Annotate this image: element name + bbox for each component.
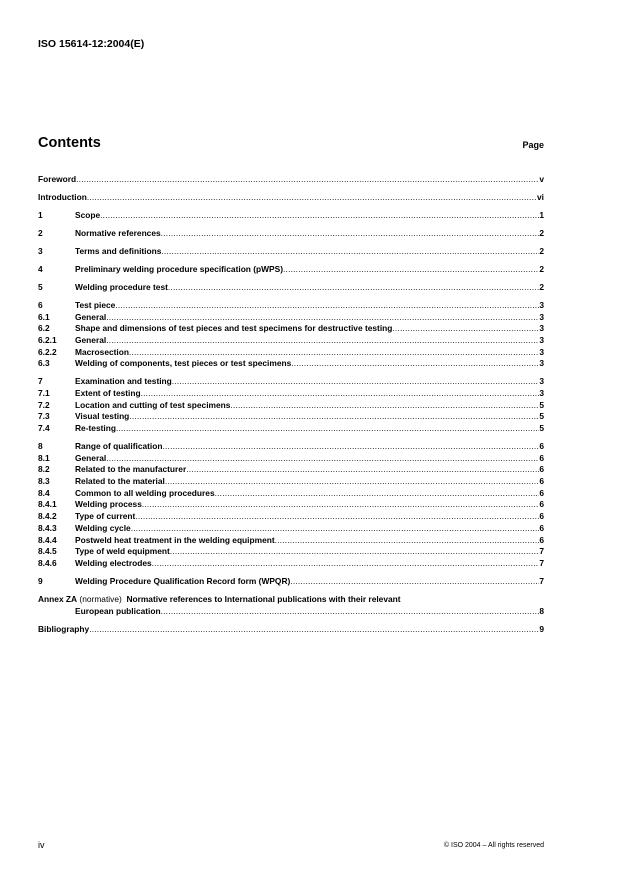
toc-entry-number: 2: [38, 227, 43, 238]
toc-entry[interactable]: [38, 441, 544, 453]
toc-entry[interactable]: [38, 347, 544, 359]
toc-entry-title: Terms and definitions: [75, 245, 162, 256]
toc-entry-number: 1: [38, 209, 43, 220]
toc-entry[interactable]: [38, 246, 544, 258]
toc-entry-page: 6: [539, 476, 544, 487]
toc-entry-title: Foreword: [38, 174, 77, 184]
toc-entry-page: 6: [539, 511, 544, 522]
toc-entry-page: 2: [539, 227, 544, 238]
toc-entry-title: Introduction: [38, 191, 87, 202]
toc-entry-title: General: [75, 311, 107, 322]
toc-entry-introduction[interactable]: [38, 192, 544, 204]
toc-entry-title: Range of qualification: [75, 441, 163, 452]
toc-entry-number: 6.3: [38, 358, 50, 369]
toc-entry-title: Welding procedure test: [75, 281, 168, 292]
toc-entry[interactable]: [38, 228, 544, 240]
toc-entry-title: Related to the manufacturer: [75, 464, 187, 475]
toc-entry-number: 7: [38, 376, 43, 387]
toc-entry[interactable]: [38, 358, 544, 370]
toc-entry[interactable]: [38, 523, 544, 535]
toc-entry-page: v: [539, 174, 544, 184]
toc-entry[interactable]: [38, 511, 544, 523]
toc-entry-page: 7: [539, 575, 544, 586]
toc-entry[interactable]: [38, 323, 544, 335]
toc-entry-title: Welding cycle: [75, 522, 131, 533]
toc-entry-page: 1: [539, 209, 544, 220]
toc-entry-number: 8.4.5: [38, 546, 57, 557]
annex-title-line2: European publication: [75, 605, 161, 616]
toc-entry-annex[interactable]: [38, 594, 544, 606]
toc-entry-page: 7: [539, 546, 544, 557]
toc-entry-number: 8.3: [38, 476, 50, 487]
toc-entry-page: 2: [539, 245, 544, 256]
toc-entry[interactable]: [38, 423, 544, 435]
toc-entry-title: Welding Procedure Qualification Record form (WPQR): [75, 575, 291, 586]
toc-entry-number: 6.2.1: [38, 334, 57, 345]
toc-entry-page: 3: [539, 311, 544, 322]
toc-entry-number: 8: [38, 441, 43, 452]
toc-entry-number: 5: [38, 281, 43, 292]
toc-entry-title: General: [75, 334, 107, 345]
toc-entry-number: 7.3: [38, 411, 50, 422]
toc-entry[interactable]: [38, 535, 544, 547]
toc-entry-number: 8.1: [38, 452, 50, 463]
toc-entry-title: Welding electrodes: [75, 557, 152, 568]
toc-entry-page: 6: [539, 487, 544, 498]
toc-entry-page: 3: [539, 358, 544, 369]
toc-entry-page: 5: [539, 423, 544, 434]
toc-entry-page: 3: [539, 299, 544, 310]
toc-entry-title: Scope: [75, 209, 101, 220]
toc-entry-title: Visual testing: [75, 411, 130, 422]
toc-entry[interactable]: [38, 312, 544, 324]
toc-entry-page: 3: [539, 323, 544, 334]
toc-entry-title: Type of current: [75, 511, 136, 522]
toc-entry-title: General: [75, 452, 107, 463]
toc-entry[interactable]: [38, 282, 544, 294]
toc-entry-title: Examination and testing: [75, 376, 172, 387]
toc-entry-number: 8.4.4: [38, 534, 57, 545]
toc-entry-number: 7.2: [38, 399, 50, 410]
toc-entry[interactable]: [38, 488, 544, 500]
toc-entry[interactable]: [38, 400, 544, 412]
toc-entry-title: Re-testing: [75, 423, 116, 434]
toc-entry-title: Shape and dimensions of test pieces and test specimens for destructive testing: [75, 323, 393, 334]
toc-entry-page: 8: [539, 605, 544, 616]
toc-entry-page: 5: [539, 399, 544, 410]
toc-entry-page: 3: [539, 334, 544, 345]
toc-entry[interactable]: [38, 335, 544, 347]
toc-entry-title: Welding of components, test pieces or test specimens: [75, 358, 292, 369]
document-id: ISO 15614-12:2004(E): [38, 38, 145, 50]
toc-entry-title: Preliminary welding procedure specification (pWPS): [75, 263, 284, 274]
toc-entry-page: 6: [539, 534, 544, 545]
toc-entry[interactable]: [38, 576, 544, 588]
copyright-notice: © ISO 2004 – All rights reserved: [443, 842, 544, 849]
annex-label: Annex ZA: [38, 593, 78, 604]
toc-entry-number: 8.4.6: [38, 557, 57, 568]
toc-entry-title: Welding process: [75, 499, 142, 510]
toc-entry-page: 6: [539, 499, 544, 510]
toc-entry[interactable]: [38, 464, 544, 476]
toc-entry-number: 7.4: [38, 423, 50, 434]
toc-entry[interactable]: [38, 411, 544, 423]
toc-entry-page: 9: [539, 623, 544, 634]
toc-entry-number: 6.1: [38, 311, 50, 322]
contents-title: Contents: [38, 135, 101, 151]
annex-title-line1: Normative references to International publications with their relevant: [126, 593, 401, 604]
toc-entry-title: Type of weld equipment: [75, 546, 170, 557]
toc-entry-title: Related to the material: [75, 476, 165, 487]
page-column-label: Page: [522, 140, 544, 150]
toc-entry-title: Extent of testing: [75, 388, 141, 398]
toc-entry-title: Test piece: [75, 299, 116, 310]
toc-entry-title: Normative references: [75, 227, 161, 238]
toc-entry-number: 8.4: [38, 487, 50, 498]
annex-type: (normative): [79, 593, 122, 604]
toc-entry-page: 5: [539, 411, 544, 422]
toc-entry-page: 6: [539, 522, 544, 533]
toc-entry-number: 8.2: [38, 464, 50, 475]
toc-entry-number: 8.4.1: [38, 499, 57, 510]
toc-entry-number: 6.2.2: [38, 346, 57, 357]
toc-entry-page: 3: [539, 388, 544, 398]
toc-entry-title: Macrosection: [75, 346, 129, 357]
toc-entry-page: 7: [539, 557, 544, 568]
table-of-contents: [38, 174, 544, 635]
toc-entry-title: Common to all welding procedures: [75, 487, 215, 498]
toc-entry-title: Postweld heat treatment in the welding equipment: [75, 534, 275, 545]
toc-entry-page: 3: [539, 376, 544, 387]
toc-entry-title: Location and cutting of test specimens: [75, 399, 231, 410]
toc-entry-number: 4: [38, 263, 43, 274]
toc-entry-number: 9: [38, 575, 43, 586]
toc-entry[interactable]: [38, 300, 544, 312]
toc-entry[interactable]: [38, 453, 544, 465]
toc-entry-number: 8.4.2: [38, 511, 57, 522]
toc-entry-page: 2: [539, 281, 544, 292]
toc-entry-number: 8.4.3: [38, 522, 57, 533]
toc-entry-bibliography[interactable]: [38, 624, 544, 636]
toc-entry[interactable]: [38, 546, 544, 558]
toc-entry-number: 6.2: [38, 323, 50, 334]
toc-entry-title: Bibliography: [38, 623, 90, 634]
toc-entry[interactable]: [38, 558, 544, 570]
toc-entry[interactable]: [38, 376, 544, 388]
toc-entry[interactable]: [38, 476, 544, 488]
toc-entry-foreword[interactable]: [38, 174, 544, 186]
toc-entry-number: 6: [38, 299, 43, 310]
toc-entry-number: 3: [38, 245, 43, 256]
toc-entry-number: 7.1: [38, 388, 50, 398]
toc-entry[interactable]: [38, 264, 544, 276]
toc-entry-page: 6: [539, 441, 544, 452]
toc-entry-page: 6: [539, 464, 544, 475]
toc-entry-page: 3: [539, 346, 544, 357]
toc-entry-page: vi: [537, 191, 544, 202]
page-number: iv: [38, 840, 45, 850]
toc-entry-page: 2: [539, 263, 544, 274]
toc-entry[interactable]: [38, 499, 544, 511]
toc-entry-annex-continued[interactable]: [38, 606, 544, 618]
toc-entry[interactable]: [38, 210, 544, 222]
toc-entry-page: 6: [539, 452, 544, 463]
toc-entry[interactable]: [38, 388, 544, 400]
